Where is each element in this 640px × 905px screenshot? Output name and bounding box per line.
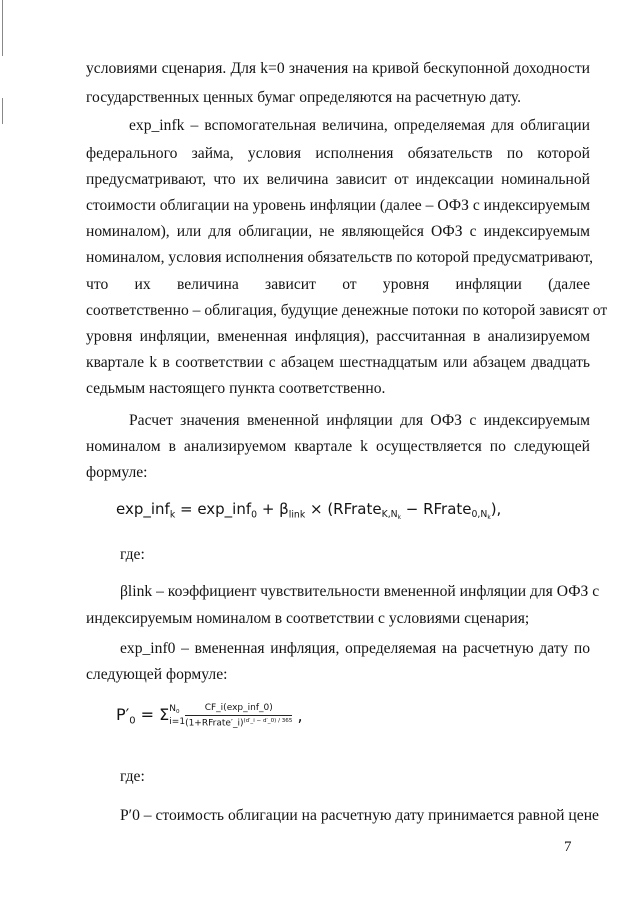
paragraph-line: Расчет значения вмененной инфляции для ОФЗ с индексируемым — [129, 412, 590, 429]
paragraph-line: квартале k в соответствии с абзацем шестнадцатым или абзацем двадцать — [86, 354, 590, 371]
formula-expinf-k: exp_inf$_k$ = exp_inf$_0$ + $\beta_{link}$ × (RFrate$_{K,N_k}$ − RFrate$_{0,N_k}$), — [116, 500, 502, 522]
formula-p0: $P'_0 = \Sigma$ $N_0$ i=1 $\frac{\text{CF\_i(exp\_inf\_0)}}{(1+RFrate'\_i)^{(d'\_i - d'\_0) / 365}}$ , — [116, 703, 303, 729]
paragraph-line: βlink – коэффициент чувствительности вмененной инфляции для ОФЗ с — [120, 583, 600, 600]
paragraph-line: седьмым настоящего пункта соответственно. — [86, 380, 386, 397]
paragraph-line: уровня инфляции, вмененная инфляция), рассчитанная в анализируемом — [86, 328, 590, 345]
page-number: 7 — [564, 839, 572, 855]
paragraph-line: exp_inf0 – вмененная инфляция, определяемая на расчетную дату по — [120, 640, 590, 657]
paragraph-line: номиналом, условия исполнения обязательств по которой предусматривают, — [86, 249, 593, 266]
paragraph-line: стоимости облигации на уровень инфляции (далее – ОФЗ с индексируемым — [86, 197, 590, 214]
paragraph-line: соответственно – облигация, будущие денежные потоки по которой зависят от — [86, 302, 608, 319]
margin-mark-top — [2, 0, 3, 56]
paragraph-line: P′0 – стоимость облигации на расчетную дату принимается равной цене — [120, 807, 599, 824]
paragraph-line: индексируемым номиналом в соответствии с условиями сценария; — [86, 610, 530, 627]
margin-mark-mid — [2, 98, 3, 124]
paragraph-line: следующей формуле: — [86, 666, 228, 683]
formula-fraction: $\frac{\text{CF\_i(exp\_inf\_0)}}{(1+RFrate'\_i)^{(d'\_i - d'\_0) / 365}}$ — [185, 703, 293, 729]
paragraph-line: условиями сценария. Для k=0 значения на кривой бескупонной доходности — [86, 60, 590, 77]
where-label: где: — [120, 768, 145, 785]
paragraph-line: номиналом), или для облигации, не являющейся ОФЗ с индексируемым — [86, 223, 590, 240]
paragraph-line: государственных ценных бумаг определяются на расчетную дату. — [86, 89, 522, 106]
paragraph-line: предусматривают, что их величина зависит от индексации номинальной — [86, 171, 590, 188]
paragraph-line: номиналом в анализируемом квартале k осуществляется по следующей — [86, 438, 590, 455]
paragraph-line: что их величина зависит от уровня инфляции (далее — [86, 276, 590, 293]
where-label: где: — [120, 546, 145, 563]
paragraph-line: exp_infk – вспомогательная величина, определяемая для облигации — [129, 117, 590, 134]
paragraph-line: федерального займа, условия исполнения обязательств по которой — [86, 145, 590, 162]
paragraph-line: формуле: — [86, 464, 148, 481]
